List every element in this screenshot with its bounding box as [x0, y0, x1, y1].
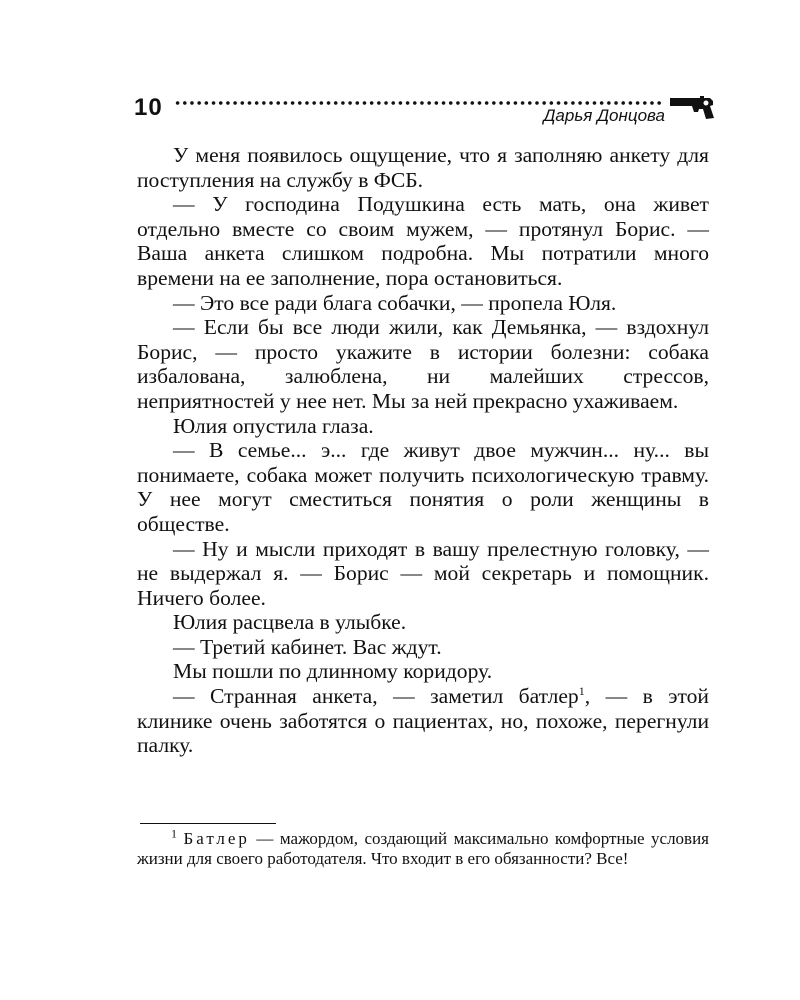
main-text: [137, 143, 709, 758]
paragraph: У меня появилось ощущение, что я заполняю анкету для поступления на службу в ФСБ.: [137, 143, 709, 192]
paragraph-text-end: , — в этой клинике очень заботятся о пациентах, но, похоже, перегнули палку.: [137, 684, 709, 758]
paragraph: Юлия расцвела в улыбке.: [173, 610, 407, 635]
paragraph-with-footnote-ref: [137, 684, 709, 758]
paragraph: — Третий кабинет. Вас ждут.: [173, 634, 442, 659]
paragraph: Мы пошли по длинному коридору.: [173, 659, 493, 684]
page-number: 10: [134, 94, 163, 121]
paragraph: — У господина Подушкина есть мать, она живет отдельно вместе со своим мужем, — протянул Борис. — Ваша анкета слишком подробна. Мы потратили много времени на ее заполнение, пора остановиться.: [137, 192, 709, 290]
paragraph: — В семье... э... где живут двое мужчин... ну... вы понимаете, собака может получить психологическую травму. У нее могут сместиться понятия о роли женщины в обществе.: [137, 438, 709, 536]
footnote-divider: [140, 823, 276, 824]
author-name: Дарья Донцова: [543, 106, 665, 125]
footnote-text: — мажордом, создающий максимально комфортные условия жизни для своего работодателя. Что входит в его обязанности? Все!: [137, 829, 710, 868]
footnote-reference[interactable]: 1: [578, 683, 585, 698]
paragraph-text-start: — Странная анкета, — заметил батлер: [173, 684, 579, 709]
footnote-marker: 1: [171, 826, 177, 841]
footnote: [137, 826, 710, 869]
paragraph: — Это все ради блага собачки, — пропела Юля.: [173, 290, 617, 315]
paragraph: — Ну и мысли приходят в вашу прелестную головку, — не выдержал я. — Борис — мой секретарь и помощник. Ничего более.: [137, 536, 709, 610]
paragraph: Юлия опустила глаза.: [173, 413, 374, 438]
paragraph: — Если бы все люди жили, как Демьянка, — вздохнул Борис, — просто укажите в истории болезни: собака избалована, залюблена, ни малейших стрессов, неприятностей у нее нет. Мы за ней прекрасно ухаживаем.: [137, 315, 709, 413]
running-header: [130, 92, 725, 132]
revolver-icon: [670, 94, 722, 120]
footnote-term: Батлер: [183, 829, 250, 848]
